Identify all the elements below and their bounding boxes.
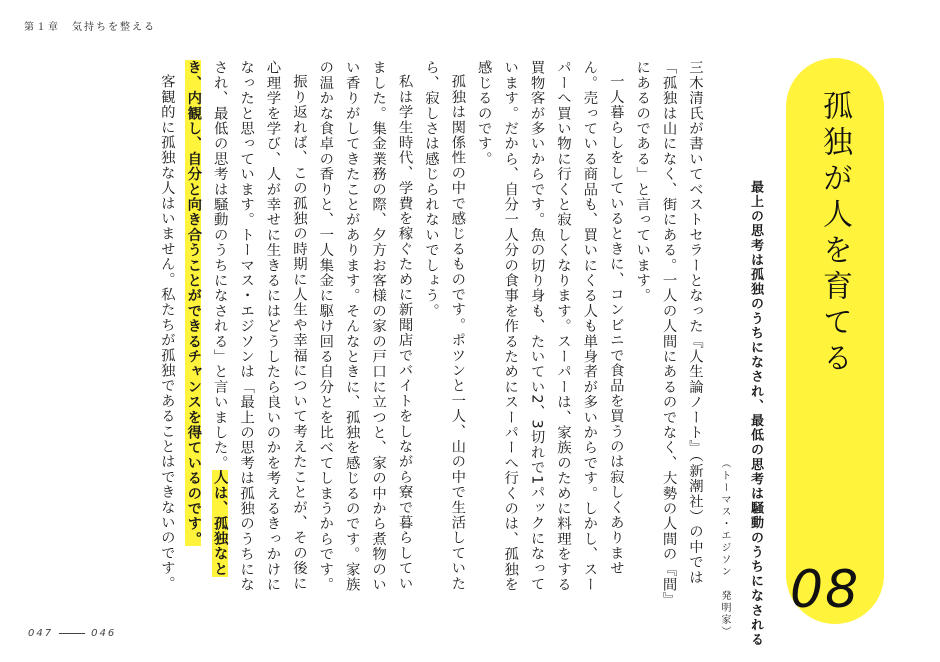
epigraph-attribution: （トーマス・エジソン 発明家） xyxy=(719,458,730,638)
running-head: 第１章 気持ちを整える xyxy=(24,22,156,33)
highlighted-sentence: 人は、孤独なとき、内観し、自分と向き合うことができるチャンスを得ているのです。 xyxy=(185,60,228,577)
page-number-left: 047 xyxy=(28,628,54,639)
paragraph-2: 一人暮らしをしているときに、コンビニで食品を買うのは寂しくありません。売っている商品も、買いにくる人も単身者が多いからです。しかし、スーパーへ買い物に行くと寂しくなります。スーパーは、家族のために料理をする買物客が多いからです。魚の切り身も、たいてい2、3切れで1パックになっています。だから、自分一人分の食事を作るためにスーパーへ行くのは、孤独を感じるのです。 xyxy=(475,60,624,592)
body-text xyxy=(68,60,708,600)
paragraph-6: 客観的に孤独な人はいません。私たちが孤独であることはできないのです。 xyxy=(158,74,175,592)
paragraph-4: 私は学生時代、学費を稼ぐために新聞店でバイトをしながら寮で暮らしていました。集金業務の際、夕方お客様の家の戸口に立つと、家の中から煮物のいい香りがしてきたことがあります。そんなときに、孤独を感じるのです。家族の温かな食卓の香りと、一人集金に駆け回る自分とを比べてしまうからです。 xyxy=(317,60,413,592)
epigraph-quote: 最上の思考は孤独のうちになされ、最低の思考は騒動のうちになされる xyxy=(748,180,763,648)
paragraph-3: 孤独は関係性の中で感じるものです。ポツンと一人、山の中で生活していたら、寂しさは感じられないでしょう。 xyxy=(422,60,466,592)
folio-divider xyxy=(59,633,85,634)
paragraph-5 xyxy=(180,60,312,600)
page-numbers xyxy=(28,628,116,639)
chapter-number: 08 xyxy=(790,560,861,620)
paragraph-1: 三木清氏が書いてベストセラーとなった『人生論ノート』（新潮社）の中では「孤独は山になく、街にある。一人の人間にあるのでなく、大勢の人間の『間』にあるのである」と言っています。 xyxy=(634,60,703,600)
chapter-title: 孤独が人を育てる xyxy=(817,90,852,378)
paragraph-5-text: 振り返れば、この孤独の時期に人生や幸福について考えたことが、その後に心理学を学び、人が幸せに生きるにはどうしたら良いのかを考えるきっかけになったと思っています。トーマス・エジソンは「最上の思考は孤独のうちになされ、最低の思考は騒動のうちになされる」と言いました。 xyxy=(211,60,307,592)
page-number-right: 046 xyxy=(91,628,117,639)
